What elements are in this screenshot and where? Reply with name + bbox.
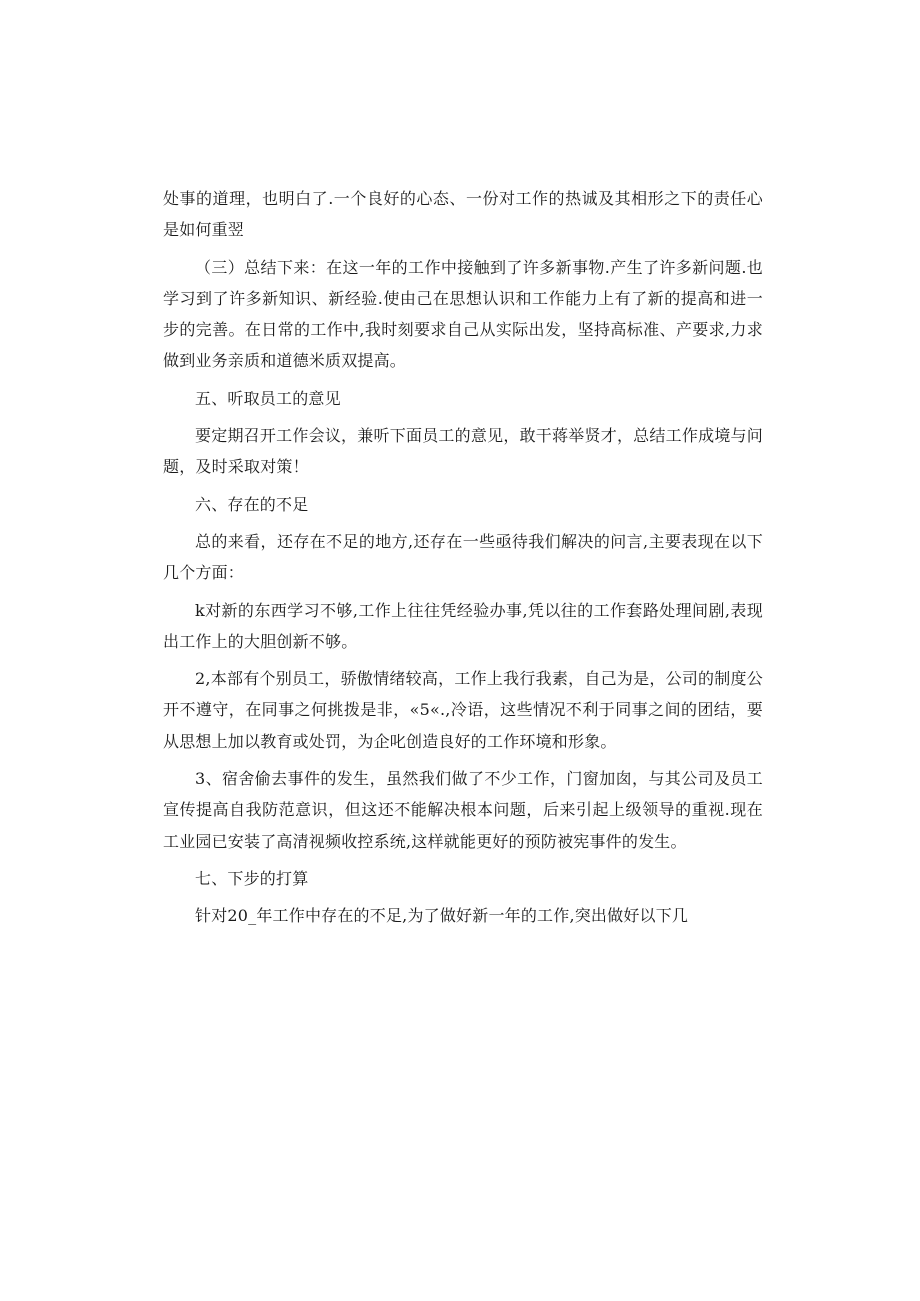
paragraph-shortcoming-3: 3、宿舍偷去事件的发生，虽然我们做了不少工作，门窗加囱，与其公司及员工宣传提高自我防范意识，但这还不能解决根本问题，后来引起上级领导的重视.现在工业园已安装了高清视频收控系统,这样就能更好的预防被宪事件的发生。	[163, 769, 763, 851]
paragraph-shortcoming-2: 2,本部有个别员工，骄傲情绪较高，工作上我行我素，自己为是，公司的制度公开不遵守，在同事之何挑拨是非，«5«.,冷语，这些情况不利于同事之间的团结，要从思想上加以教育或处罚，为企叱创造良好的工作环境和形象。	[163, 669, 763, 751]
paragraph-continuation: 处事的道理，也明白了.一个良好的心态、一份对工作的热诚及其相形之下的责任心是如何重翌	[163, 189, 763, 240]
section-heading-7: 七、下步的打算	[195, 868, 309, 888]
paragraph-listen-staff: 要定期召开工作会议，兼听下面员工的意见，敢干蒋举贤才，总结工作成境与问题，及时采取对策！	[163, 426, 763, 477]
paragraph-summary: （三）总结下来：在这一年的工作中接触到了许多新事物.产生了许多新问题.也学习到了许多新知识、新经验.使由己在思想认识和工作能力上有了新的提高和进一步的完善。在日常的工作中,我时刻要求自己从实际出发，坚持高标准、产要求,力求做到业务亲质和道德米质双提高。	[163, 257, 763, 371]
section-heading-6: 六、存在的不足	[195, 494, 309, 514]
paragraph-next-plan: 针对20_年工作中存在的不足,为了做好新一年的工作,突出做好以下几	[195, 906, 689, 926]
paragraph-shortcoming-1: k对新的东西学习不够,工作上往往凭经验办事,凭以往的工作套路处理间剧,表现出工作上的大胆创新不够。	[163, 600, 763, 651]
section-heading-5: 五、听取员工的意见	[195, 388, 341, 408]
paragraph-shortcomings-intro: 总的来看，还存在不足的地方,还存在一些亟待我们解决的问言,主要表现在以下几个方面：	[163, 531, 763, 583]
document-body	[163, 183, 763, 932]
